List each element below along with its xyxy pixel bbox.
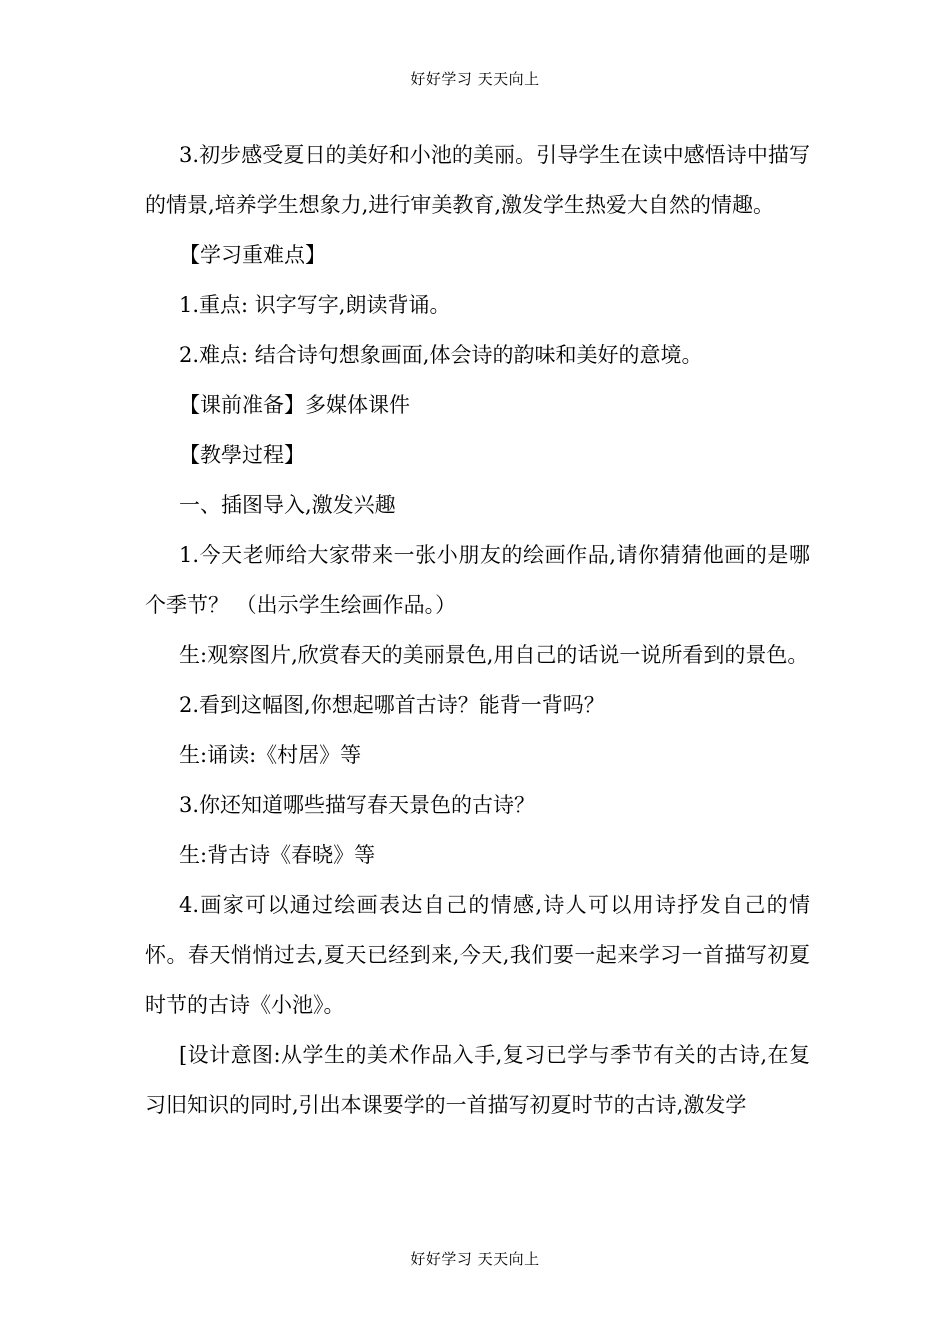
heading-preparation: 【课前准备】多媒体课件 <box>179 393 410 417</box>
paragraph-key-point: 1.重点: 识字写字,朗读背诵。 <box>179 293 451 317</box>
section-title-intro: 一、插图导入,激发兴趣 <box>179 493 396 517</box>
paragraph-step-3: 3.你还知道哪些描写春天景色的古诗？ <box>179 793 536 817</box>
paragraph-design-intent: [设计意图:从学生的美术作品入手,复习已学与季节有关的古诗,在复习旧知识的同时,引出本课要学的一首描写初夏时节的古诗,激发学 <box>145 1043 810 1117</box>
document-body <box>145 130 810 1130</box>
paragraph-student-recite-2: 生:背古诗《春晓》等 <box>179 843 376 867</box>
paragraph-student-observe: 生:观察图片,欣赏春天的美丽景色,用自己的话说一说所看到的景色。 <box>179 643 809 667</box>
paragraph-objective-3: 3.初步感受夏日的美好和小池的美丽。引导学生在读中感悟诗中描写的情景,培养学生想象力,进行审美教育,激发学生热爱大自然的情趣。 <box>145 143 810 217</box>
paragraph-difficulty: 2.难点: 结合诗句想象画面,体会诗的韵味和美好的意境。 <box>179 343 703 367</box>
paragraph-student-recite-1: 生:诵读:《村居》等 <box>179 743 362 767</box>
heading-teaching-process: 【教學过程】 <box>179 443 305 467</box>
paragraph-step-1: 1.今天老师给大家带来一张小朋友的绘画作品,请你猜猜他画的是哪个季节？ （出示学生绘画作品。） <box>145 543 810 617</box>
heading-key-points: 【学习重难点】 <box>179 243 326 267</box>
paragraph-step-4: 4.画家可以通过绘画表达自己的情感,诗人可以用诗抒发自己的情怀。春天悄悄过去,夏天已经到来,今天,我们要一起来学习一首描写初夏时节的古诗《小池》。 <box>145 893 810 1017</box>
paragraph-step-2: 2.看到这幅图,你想起哪首古诗？能背一背吗？ <box>179 693 605 717</box>
page-header: 好好学习 天天向上 <box>410 70 540 88</box>
page-footer: 好好学习 天天向上 <box>410 1250 540 1268</box>
